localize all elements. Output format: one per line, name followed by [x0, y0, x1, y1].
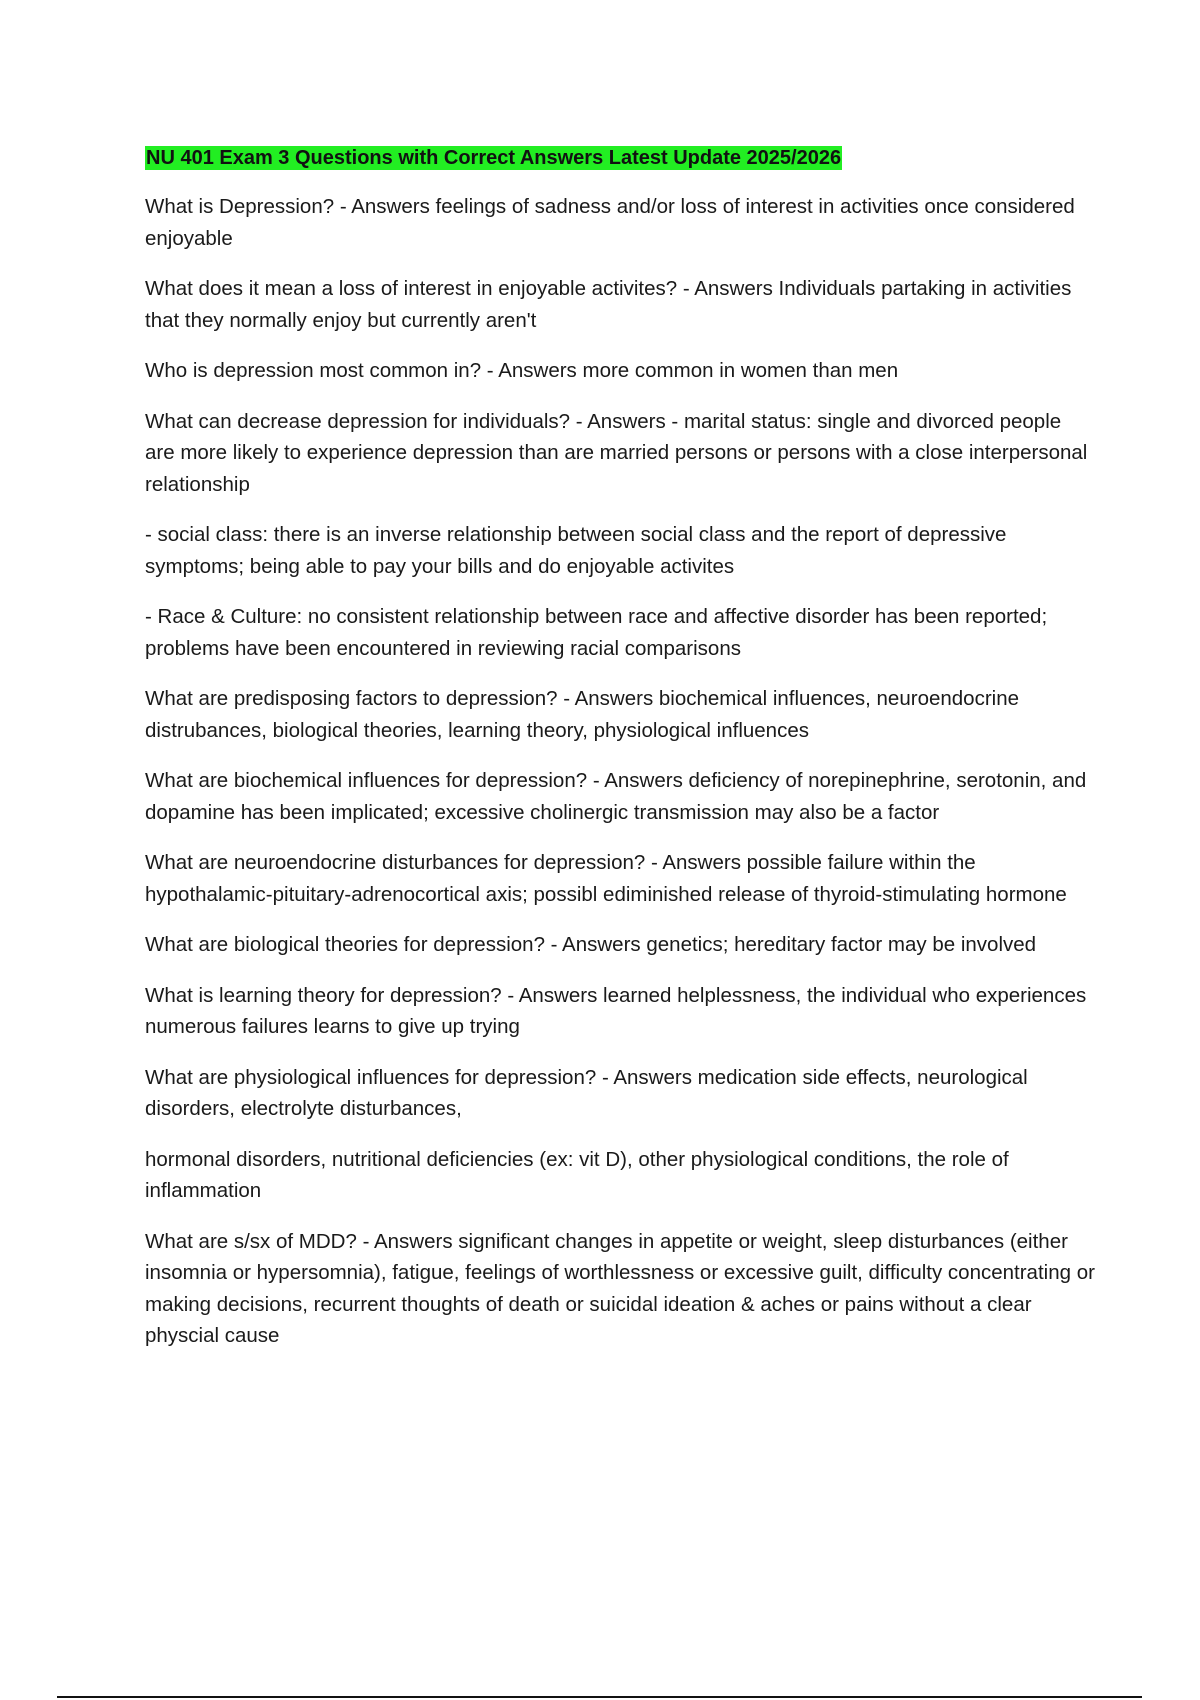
- qa-paragraph: What are neuroendocrine disturbances for depression? - Answers possible failure within the hypothalamic-pituitary-adrenocortical axis; possibl ediminished release of thyroid-stimulating hormone: [145, 851, 1067, 906]
- qa-paragraph: - Race & Culture: no consistent relationship between race and affective disorder has been reported; problems have been encountered in reviewing racial comparisons: [145, 605, 1048, 660]
- document-page: [145, 143, 1095, 1371]
- qa-paragraph: hormonal disorders, nutritional deficiencies (ex: vit D), other physiological conditions, the role of inflammation: [145, 1147, 1009, 1202]
- qa-paragraph: What are s/sx of MDD? - Answers significant changes in appetite or weight, sleep disturbances (either insomnia or hypersomnia), fatigue, feelings of worthlessness or excessive guilt, difficulty concentrating or making decisions, recurrent thoughts of death or suicidal ideation & aches or pains without a clear physcial cause: [145, 1229, 1095, 1347]
- qa-paragraph: What is learning theory for depression? - Answers learned helplessness, the individual who experiences numerous failures learns to give up trying: [145, 983, 1087, 1038]
- qa-paragraph: What does it mean a loss of interest in enjoyable activites? - Answers Individuals partaking in activities that they normally enjoy but currently aren't: [145, 277, 1072, 332]
- qa-paragraph: What are biological theories for depression? - Answers genetics; hereditary factor may be involved: [145, 933, 1037, 956]
- qa-paragraph: What can decrease depression for individuals? - Answers - marital status: single and divorced people are more likely to experience depression than are married persons or persons with a close interpersonal relationship: [145, 409, 1088, 496]
- page-bottom-rule: [57, 1696, 1142, 1698]
- qa-paragraph: Who is depression most common in? - Answers more common in women than men: [145, 359, 899, 382]
- title-row: [145, 143, 1095, 175]
- qa-paragraph: - social class: there is an inverse relationship between social class and the report of depressive symptoms; being able to pay your bills and do enjoyable activites: [145, 523, 1007, 578]
- document-title: NU 401 Exam 3 Questions with Correct Answers Latest Update 2025/2026: [146, 147, 842, 169]
- qa-paragraph: What is Depression? - Answers feelings of sadness and/or loss of interest in activities once considered enjoyable: [145, 195, 1075, 250]
- qa-paragraph: What are physiological influences for depression? - Answers medication side effects, neurological disorders, electrolyte disturbances,: [145, 1065, 1028, 1120]
- qa-paragraph: What are predisposing factors to depression? - Answers biochemical influences, neuroendocrine distrubances, biological theories, learning theory, physiological influences: [145, 687, 1020, 742]
- qa-paragraph: What are biochemical influences for depression? - Answers deficiency of norepinephrine, serotonin, and dopamine has been implicated; excessive cholinergic transmission may also be a factor: [145, 769, 1087, 824]
